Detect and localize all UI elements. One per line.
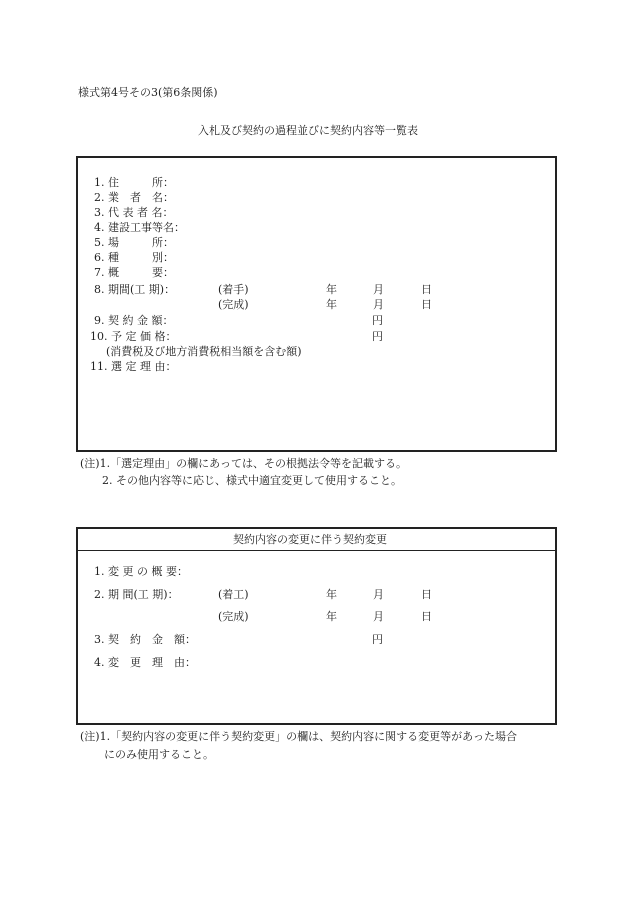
item-period: 8. 期間(工 期)： (94, 283, 176, 296)
change-start-day: 日 (421, 588, 432, 601)
item-project-name: 4. 建設工事等名： (94, 221, 185, 234)
item-location: 5. 場 所： (94, 236, 174, 249)
period-start-year: 年 (326, 283, 337, 296)
change-end-year: 年 (326, 610, 337, 623)
change-contract-yen: 円 (372, 633, 383, 646)
section2-header: 契約内容の変更に伴う契約変更 (233, 533, 387, 546)
period-start-label: (着手) (218, 283, 249, 296)
note1-line1: (注)1.「選定理由」の欄にあっては、その根拠法令等を記載する。 (80, 457, 407, 470)
change-end-day: 日 (421, 610, 432, 623)
item-selection-reason: 11. 選 定 理 由： (90, 360, 177, 373)
note1-line2: 2. その他内容等に応じ、様式中適宜変更して使用すること。 (102, 474, 402, 487)
change-reason: 4. 変 更 理 由： (94, 656, 196, 669)
period-end-month: 月 (373, 298, 384, 311)
item-company: 2. 業 者 名： (94, 191, 174, 204)
change-start-year: 年 (326, 588, 337, 601)
period-end-label: (完成) (218, 298, 249, 311)
contract-amount-yen: 円 (372, 314, 383, 327)
item-summary: 7. 概 要： (94, 266, 174, 279)
item-contract-amount: 9. 契 約 金 額： (94, 314, 174, 327)
change-summary: 1. 変 更 の 概 要： (94, 565, 188, 578)
period-end-year: 年 (326, 298, 337, 311)
section2-header-divider (78, 550, 555, 551)
change-period: 2. 期 間(工 期)： (94, 588, 179, 601)
change-start-month: 月 (373, 588, 384, 601)
change-contract-amount: 3. 契 約 金 額： (94, 633, 196, 646)
change-start-label: (着工) (218, 588, 249, 601)
planned-price-yen: 円 (372, 330, 383, 343)
note2-line1: (注)1.「契約内容の変更に伴う契約変更」の欄は、契約内容に関する変更等があった場合 (80, 730, 517, 743)
section2-box (76, 527, 557, 725)
period-start-day: 日 (421, 283, 432, 296)
change-end-month: 月 (373, 610, 384, 623)
item-type: 6. 種 別： (94, 251, 174, 264)
item-representative: 3. 代 表 者 名： (94, 206, 174, 219)
item-planned-price: 10. 予 定 価 格： (90, 330, 177, 343)
note2-line2: にのみ使用すること。 (104, 748, 214, 761)
period-end-day: 日 (421, 298, 432, 311)
tax-note: (消費税及び地方消費税相当額を含む額) (106, 345, 302, 358)
item-address: 1. 住 所： (94, 176, 174, 189)
period-start-month: 月 (373, 283, 384, 296)
page-title: 入札及び契約の過程並びに契約内容等一覧表 (198, 124, 418, 137)
change-end-label: (完成) (218, 610, 249, 623)
form-id: 様式第4号その3(第6条関係) (78, 86, 218, 99)
